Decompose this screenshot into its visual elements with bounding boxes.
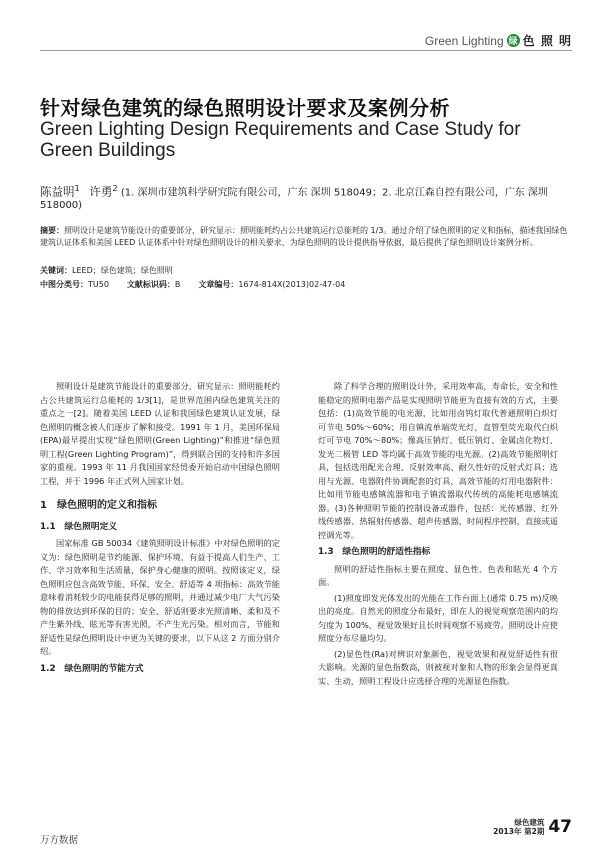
abstract-text: 照明设计是建筑节能设计的重要部分，研究显示：照明能耗约占公共建筑运行总能耗的 1/3。通过介绍了绿色照明的定义和指标，描述我国绿色建筑认证体系和美国 LEED 认证体系中针对绿色照明设计的相关要求，为绿色照明的设计提供指导依据，最后提供了绿色照明设计案例分析。: [40, 226, 568, 247]
comfort-intro-paragraph: 照明的舒适性指标主要在照度、显色性、色表和眩光 4 个方面。: [318, 563, 558, 587]
energy-saving-paragraph: 除了科学合理的照明设计外，采用效率高，寿命长，安全和性能稳定的照明电器产品是实现照明节能更为直接有效的方式，主要包括：(1)高效节能的电光源，比如用卤钨灯取代普通照明白炽灯可节电 50%～60%；用自镇流单端荧光灯，直管型荧光取代白炽灯可节电 70%～80%；像高压钠灯、低压钠灯、金属卤化物灯、发光二极管 LED 等均属于高效节能的电光源。(2)高效节能照明灯具，包括选用配光合理、反射效率高、耐久性好的反射式灯具；选用与光源、电器附件协调配套的灯具，高效节能的灯用电器附件：比如用节能电感镇流器和电子镇流器取代传统的高能耗电感镇流器。(3)各种照明节能的控制设备或器件，包括：光传感器、红外线传感器、热辐射传感器、超声传感器，时间程序控制，直接或遥控调光等。: [318, 381, 558, 540]
definition-paragraph: 国家标准 GB 50034《建筑照明设计标准》中对绿色照明的定义为：绿色照明是节约能源、保护环境，有益于提高人们生产、工作、学习效率和生活质量，保护身心健康的照明。按照该定义，绿色照明应包含高效节能、环保、安全、舒适等 4 项指标：高效节能意味着消耗较少的电能获得足够的照明，并通过减少电厂大气污染物的排放达到环保的目的；安全、舒适则要求光照清晰、柔和及不产生紫外线、眩光等有害光照，不产生光污染。相对而言，节能和舒适性是绿色照明设计中更为关键的要求，以下从这 2 方面分别介绍。: [40, 538, 280, 656]
author-2: 许勇: [89, 184, 113, 199]
clc-label: 中图分类号：: [40, 280, 88, 289]
article-number: [198, 279, 345, 290]
journal-issue: 2013年 第2期: [493, 827, 545, 836]
title-english: Green Lighting Design Requirements and Case Study for Green Buildings: [40, 119, 521, 161]
author-2-sup: 2: [112, 183, 118, 193]
author-1-sup: 1: [74, 183, 80, 193]
title-chinese: 针对绿色建筑的绿色照明设计要求及案例分析: [40, 96, 450, 120]
section-1-heading: 1 绿色照明的定义和指标: [40, 500, 157, 511]
keywords: [40, 265, 173, 276]
doc-label: 文献标识码：: [126, 280, 175, 289]
page-number: 47: [548, 817, 572, 837]
journal-name: 绿色建筑: [514, 818, 545, 827]
art-label: 文章编号：: [198, 280, 239, 289]
header-divider: [40, 50, 572, 51]
doc-code: [127, 279, 181, 290]
header-english: Green Lighting: [424, 33, 504, 48]
keywords-label: 关键词：: [40, 266, 72, 275]
clc-value: TU50: [88, 280, 109, 289]
right-column: [318, 380, 558, 690]
abstract-label: 摘要：: [40, 226, 64, 235]
header-chinese: 色 照 明: [522, 34, 572, 48]
section-1-1-heading: 1.1 绿色照明定义: [40, 521, 118, 532]
intro-paragraph: 照明设计是建筑节能设计的重要部分，研究显示：照明能耗约占公共建筑运行总能耗的 1/3[1]，是世界范围内绿色建筑关注的重点之一[2]。随着美国 LEED 认证和我国绿色建筑认证发展，绿色照明的概念被人们逐步了解和接受。1991 年 1 月，美国环保局(EPA)最早提出实现“绿色照明(Green Lighting)”和推进“绿色照明工程(Green Lighting Program)”，得到联合国的支持和许多国家的重视。1993 年 11 月我国国家经贸委开始启动中国绿色照明工程，并于 1996 年正式列入国家计划。: [40, 381, 280, 486]
watermark: 万方数据: [40, 835, 79, 846]
green-leaf-logo-icon: 绿: [507, 34, 520, 47]
authors-line: [40, 182, 570, 212]
classification-meta: [40, 279, 345, 290]
abstract: [40, 225, 570, 249]
color-rendering-paragraph: (2)显色性(Ra)对辨识对象颜色，视觉效果和视觉舒适性有很大影响。光源的显色指数高，则被视对象和人物的形象会显得更真实、生动，照明工程设计应选择合理的光源显色指数。: [318, 648, 558, 686]
author-1: 陈益明: [40, 184, 75, 199]
page-footer: [493, 818, 572, 836]
left-column: [40, 380, 280, 679]
running-header: [425, 32, 572, 49]
clc-number: [40, 279, 109, 290]
affiliation: (1. 深圳市建筑科学研究院有限公司，广东 深圳 518049；2. 北京江森自控有限公司，广东 深圳 518000): [40, 187, 548, 212]
journal-info: [493, 818, 544, 836]
doc-value: B: [174, 280, 181, 289]
section-1-3-heading: 1.3 绿色照明的舒适性指标: [318, 547, 431, 557]
art-value: 1674-814X(2013)02-47-04: [238, 280, 346, 289]
illuminance-paragraph: (1)照度即发光体发出的光能在工作台面上(通常 0.75 m)反映出的亮度。自然光的照度分布最好，即在人的视觉观察范围内的均匀度为 100%，视觉效果好且长时间观察不易疲劳。照明设计应使照度分布尽量均匀。: [318, 592, 558, 643]
keywords-text: LEED；绿色建筑；绿色照明: [72, 266, 173, 275]
section-1-2-heading: 1.2 绿色照明的节能方式: [40, 663, 144, 674]
